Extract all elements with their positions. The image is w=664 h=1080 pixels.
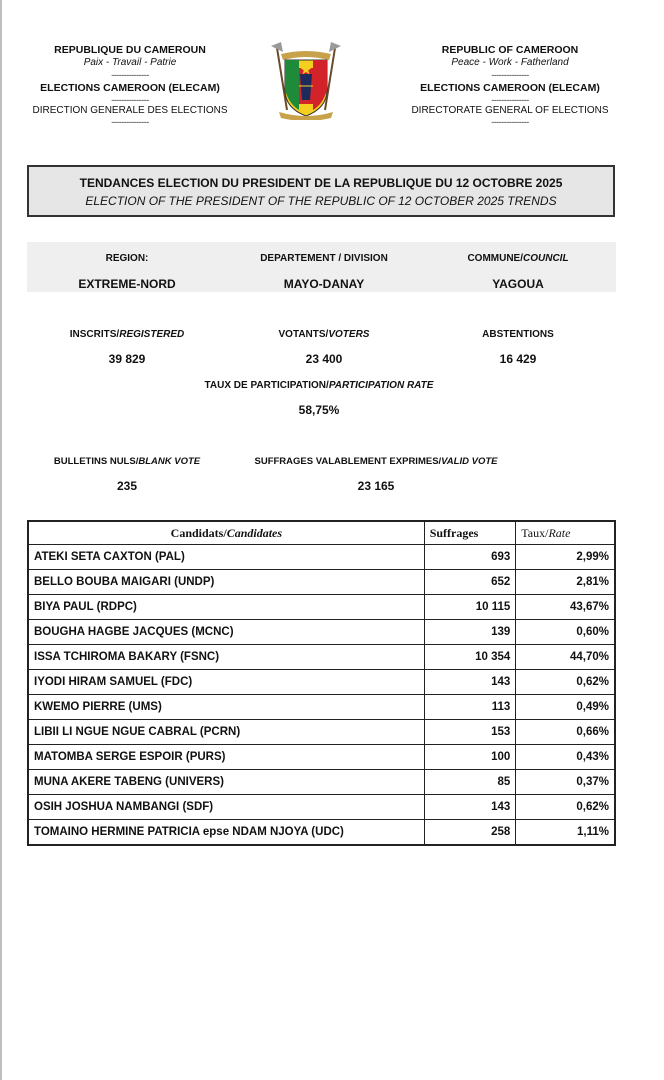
participation-block — [169, 380, 469, 417]
separator: --------------- — [111, 69, 149, 80]
valid-vote-block — [254, 456, 664, 493]
candidate-rate: 0,60% — [516, 620, 615, 645]
abstentions-block — [418, 329, 618, 366]
candidate-name: MATOMBA SERGE ESPOIR (PURS) — [28, 745, 424, 770]
candidate-name: MUNA AKERE TABENG (UNIVERS) — [28, 770, 424, 795]
candidate-votes: 100 — [424, 745, 516, 770]
department-fr: DIRECTION GENERALE DES ELECTIONS — [32, 104, 228, 116]
table-row — [28, 720, 615, 745]
col-rate: Taux/Rate — [516, 521, 615, 545]
candidate-rate: 0,62% — [516, 795, 615, 820]
division-label: DEPARTEMENT / DIVISION — [260, 253, 388, 264]
voters-block — [224, 329, 424, 366]
abstentions-value: 16 429 — [499, 352, 537, 366]
candidate-votes: 652 — [424, 570, 516, 595]
motto-en: Peace - Work - Fatherland — [451, 57, 569, 69]
candidate-votes: 113 — [424, 695, 516, 720]
table-row — [28, 770, 615, 795]
region-value: EXTREME-NORD — [78, 277, 176, 291]
candidate-rate: 2,99% — [516, 545, 615, 570]
table-row — [28, 745, 615, 770]
table-row — [28, 545, 615, 570]
candidate-rate: 0,37% — [516, 770, 615, 795]
country-name-en: REPUBLIC OF CAMEROON — [441, 44, 579, 56]
candidate-name: ATEKI SETA CAXTON (PAL) — [28, 545, 424, 570]
col-candidates: Candidats/Candidates — [28, 521, 424, 545]
region-label: REGION: — [105, 253, 149, 264]
candidate-votes: 153 — [424, 720, 516, 745]
region-block — [27, 253, 227, 291]
separator: --------------- — [111, 117, 149, 128]
candidate-votes: 693 — [424, 545, 516, 570]
header-english — [400, 44, 620, 127]
page-edge — [0, 0, 2, 1080]
candidate-rate: 44,70% — [516, 645, 615, 670]
cameroon-coat-of-arms-icon — [265, 40, 347, 120]
candidate-votes: 10 354 — [424, 645, 516, 670]
blank-vote-label: BULLETINS NULS/BLANK VOTE — [53, 456, 201, 467]
separator: --------------- — [491, 117, 529, 128]
blank-vote-value: 235 — [116, 479, 138, 493]
candidate-name: KWEMO PIERRE (UMS) — [28, 695, 424, 720]
candidate-votes: 10 115 — [424, 595, 516, 620]
title-fr: TENDANCES ELECTION DU PRESIDENT DE LA REPUBLIQUE DU 12 OCTOBRE 2025 — [79, 176, 563, 190]
candidate-rate: 1,11% — [516, 820, 615, 846]
candidate-name: TOMAINO HERMINE PATRICIA epse NDAM NJOYA (UDC) — [28, 820, 424, 846]
table-row — [28, 820, 615, 846]
table-row — [28, 595, 615, 620]
table-row — [28, 695, 615, 720]
separator: --------------- — [491, 94, 529, 105]
council-block — [418, 253, 618, 291]
valid-vote-label: SUFFRAGES VALABLEMENT EXPRIMES/VALID VOTE — [254, 456, 498, 467]
table-header-row — [28, 521, 615, 545]
candidate-votes: 139 — [424, 620, 516, 645]
separator: --------------- — [111, 94, 149, 105]
candidate-rate: 0,43% — [516, 745, 615, 770]
col-votes: Suffrages — [424, 521, 516, 545]
voters-value: 23 400 — [305, 352, 343, 366]
candidate-name: BELLO BOUBA MAIGARI (UNDP) — [28, 570, 424, 595]
candidate-rate: 0,49% — [516, 695, 615, 720]
table-row — [28, 645, 615, 670]
motto-fr: Paix - Travail - Patrie — [83, 57, 177, 69]
candidate-votes: 143 — [424, 670, 516, 695]
participation-value: 58,75% — [298, 403, 340, 417]
table-row — [28, 570, 615, 595]
candidate-name: ISSA TCHIROMA BAKARY (FSNC) — [28, 645, 424, 670]
candidate-votes: 258 — [424, 820, 516, 846]
participation-label: TAUX DE PARTICIPATION/PARTICIPATION RATE — [204, 380, 434, 391]
country-name-fr: REPUBLIQUE DU CAMEROUN — [54, 44, 206, 56]
valid-vote-value: 23 165 — [357, 479, 395, 493]
registered-label: INSCRITS/REGISTERED — [69, 329, 185, 340]
registered-value: 39 829 — [108, 352, 146, 366]
candidate-rate: 43,67% — [516, 595, 615, 620]
candidate-name: OSIH JOSHUA NAMBANGI (SDF) — [28, 795, 424, 820]
table-row — [28, 670, 615, 695]
candidate-name: BOUGHA HAGBE JACQUES (MCNC) — [28, 620, 424, 645]
abstentions-label: ABSTENTIONS — [482, 329, 554, 340]
results-table — [27, 520, 616, 846]
candidate-name: LIBII LI NGUE NGUE CABRAL (PCRN) — [28, 720, 424, 745]
candidate-rate: 0,62% — [516, 670, 615, 695]
council-label: COMMUNE/COUNCIL — [467, 253, 569, 264]
candidate-name: IYODI HIRAM SAMUEL (FDC) — [28, 670, 424, 695]
division-block — [224, 253, 424, 291]
department-en: DIRECTORATE GENERAL OF ELECTIONS — [411, 104, 609, 116]
table-row — [28, 795, 615, 820]
candidate-name: BIYA PAUL (RDPC) — [28, 595, 424, 620]
separator: --------------- — [491, 69, 529, 80]
registered-block — [27, 329, 227, 366]
voters-label: VOTANTS/VOTERS — [278, 329, 370, 340]
division-value: MAYO-DANAY — [283, 277, 365, 291]
org-name-fr: ELECTIONS CAMEROON (ELECAM) — [40, 81, 220, 94]
candidate-votes: 85 — [424, 770, 516, 795]
candidate-rate: 2,81% — [516, 570, 615, 595]
council-value: YAGOUA — [492, 277, 544, 291]
document-title-box — [27, 165, 615, 217]
candidate-rate: 0,66% — [516, 720, 615, 745]
title-en: ELECTION OF THE PRESIDENT OF THE REPUBLIC OF 12 OCTOBER 2025 TRENDS — [85, 194, 557, 208]
table-row — [28, 620, 615, 645]
candidate-votes: 143 — [424, 795, 516, 820]
header-french — [20, 44, 240, 127]
org-name-en: ELECTIONS CAMEROON (ELECAM) — [420, 81, 600, 94]
